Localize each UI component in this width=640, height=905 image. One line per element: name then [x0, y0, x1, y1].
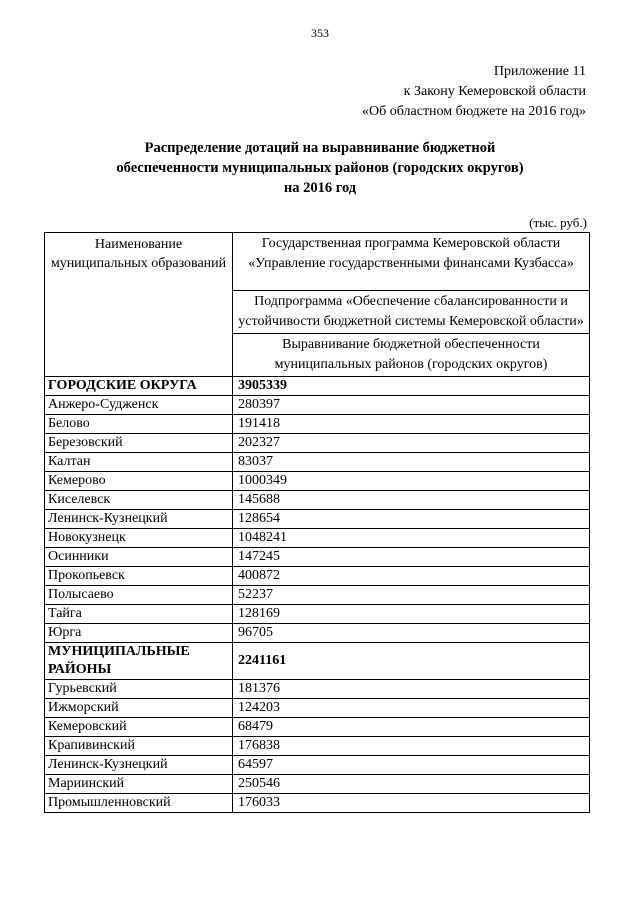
- municipality-name: Ижморский: [45, 699, 233, 718]
- appendix-line-3: «Об областном бюджете на 2016 год»: [362, 104, 586, 119]
- table-row: [45, 453, 590, 472]
- table-row: [45, 548, 590, 567]
- section-row: [45, 377, 590, 396]
- subsidy-amount: 1048241: [233, 529, 590, 548]
- municipality-name: Белово: [45, 415, 233, 434]
- subsidy-amount: 1000349: [233, 472, 590, 491]
- table-row: [45, 529, 590, 548]
- section-name: ГОРОДСКИЕ ОКРУГА: [45, 377, 233, 396]
- municipality-name: Мариинский: [45, 775, 233, 794]
- table-row: [45, 794, 590, 813]
- subsidy-amount: 128169: [233, 605, 590, 624]
- table-row: [45, 472, 590, 491]
- table-row: [45, 491, 590, 510]
- municipality-name: Промышленновский: [45, 794, 233, 813]
- section-row: [45, 643, 590, 680]
- subsidy-amount: 250546: [233, 775, 590, 794]
- subsidy-amount: 191418: [233, 415, 590, 434]
- header-row: [45, 233, 590, 291]
- header-program: Государственная программа Кемеровской области «Управление государственными финансами Кузбасса»: [233, 233, 590, 291]
- subsidy-amount: 181376: [233, 680, 590, 699]
- municipality-name: Калтан: [45, 453, 233, 472]
- table-row: [45, 605, 590, 624]
- subsidy-amount: 280397: [233, 396, 590, 415]
- subsidy-table: [44, 232, 590, 813]
- table-row: [45, 624, 590, 643]
- table-row: [45, 699, 590, 718]
- subsidy-amount: 176033: [233, 794, 590, 813]
- title-line-2: обеспеченности муниципальных районов (городских округов): [116, 160, 524, 176]
- table-row: [45, 756, 590, 775]
- appendix-line-1: Приложение 11: [493, 64, 586, 79]
- subsidy-amount: 83037: [233, 453, 590, 472]
- appendix-line-2: к Закону Кемеровской области: [403, 84, 586, 99]
- municipality-name: Кемерово: [45, 472, 233, 491]
- table-row: [45, 680, 590, 699]
- units-label: (тыс. руб.): [529, 215, 587, 230]
- subsidy-amount: 68479: [233, 718, 590, 737]
- document-title: [0, 138, 640, 198]
- table-row: [45, 396, 590, 415]
- municipality-name: Полысаево: [45, 586, 233, 605]
- subsidy-amount: 176838: [233, 737, 590, 756]
- subsidy-amount: 145688: [233, 491, 590, 510]
- municipality-name: Тайга: [45, 605, 233, 624]
- header-measure: Выравнивание бюджетной обеспеченности муниципальных районов (городских округов): [233, 334, 590, 377]
- subsidy-amount: 124203: [233, 699, 590, 718]
- page-number: 353: [311, 26, 329, 40]
- municipality-name: Кемеровский: [45, 718, 233, 737]
- municipality-name: Ленинск-Кузнецкий: [45, 756, 233, 775]
- table-row: [45, 415, 590, 434]
- municipality-name: Прокопьевск: [45, 567, 233, 586]
- municipality-name: Киселевск: [45, 491, 233, 510]
- table-row: [45, 434, 590, 453]
- header-municipality: Наименование муниципальных образований: [45, 233, 233, 377]
- table-row: [45, 510, 590, 529]
- section-name: МУНИЦИПАЛЬНЫЕ РАЙОНЫ: [45, 643, 233, 680]
- subsidy-amount: 96705: [233, 624, 590, 643]
- municipality-name: Осинники: [45, 548, 233, 567]
- table-row: [45, 775, 590, 794]
- table-row: [45, 586, 590, 605]
- header-subprogram: Подпрограмма «Обеспечение сбалансированности и устойчивости бюджетной системы Кемеровской области»: [233, 291, 590, 334]
- table-row: [45, 737, 590, 756]
- title-line-1: Распределение дотаций на выравнивание бюджетной: [144, 140, 496, 156]
- appendix-note: [362, 62, 586, 122]
- municipality-name: Анжеро-Судженск: [45, 396, 233, 415]
- municipality-name: Березовский: [45, 434, 233, 453]
- subsidy-amount: 128654: [233, 510, 590, 529]
- table-row: [45, 718, 590, 737]
- municipality-name: Юрга: [45, 624, 233, 643]
- table-row: [45, 567, 590, 586]
- subsidy-amount: 400872: [233, 567, 590, 586]
- municipality-name: Гурьевский: [45, 680, 233, 699]
- municipality-name: Крапивинский: [45, 737, 233, 756]
- title-line-3: на 2016 год: [283, 180, 357, 196]
- subsidy-amount: 202327: [233, 434, 590, 453]
- section-total: 3905339: [233, 377, 590, 396]
- section-total: 2241161: [233, 643, 590, 680]
- subsidy-amount: 52237: [233, 586, 590, 605]
- subsidy-amount: 147245: [233, 548, 590, 567]
- municipality-name: Ленинск-Кузнецкий: [45, 510, 233, 529]
- subsidy-amount: 64597: [233, 756, 590, 775]
- municipality-name: Новокузнецк: [45, 529, 233, 548]
